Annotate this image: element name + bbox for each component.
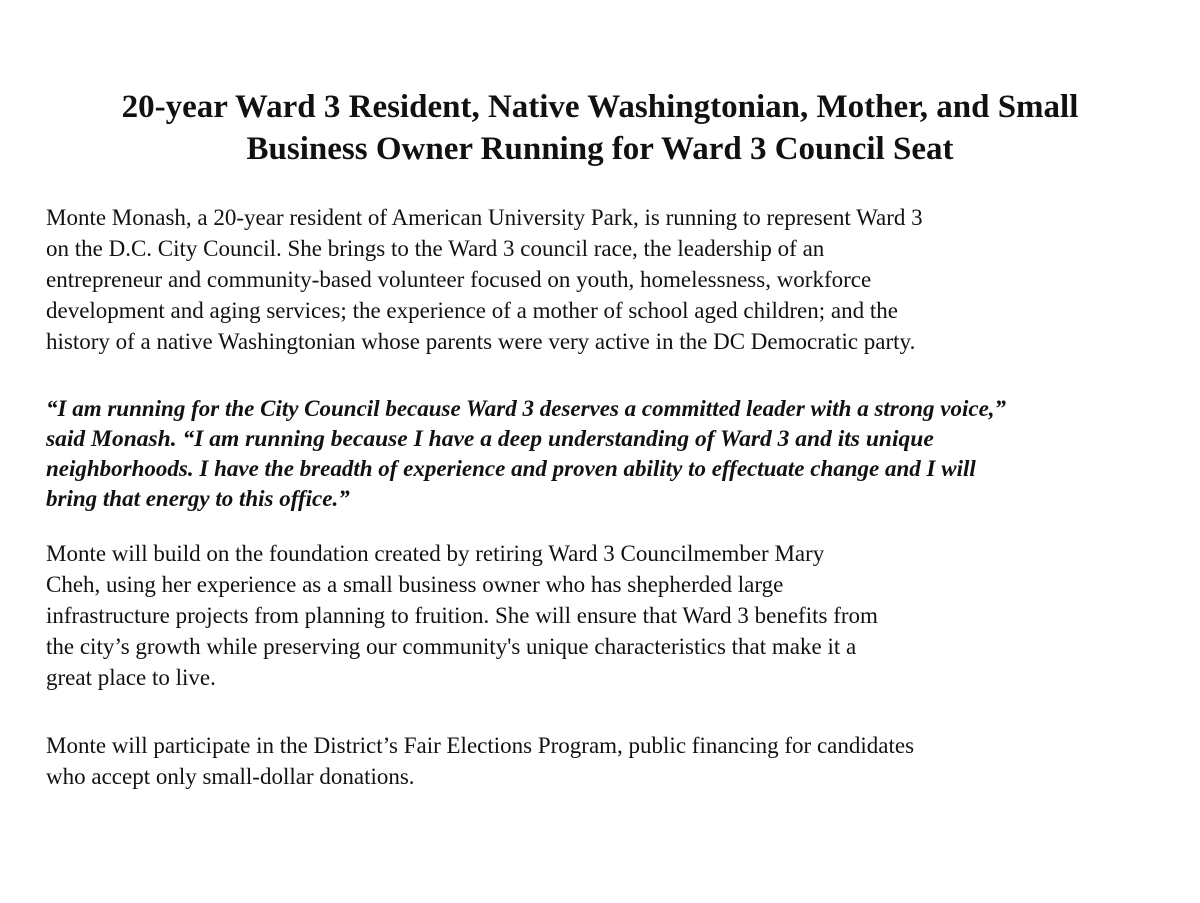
text-line: who accept only small-dollar donations.	[46, 764, 415, 789]
text-line: history of a native Washingtonian whose parents were very active in the DC Democratic party.	[46, 329, 916, 354]
text-line: “I am running for the City Council because Ward 3 deserves a committed leader with a strong voice,”	[46, 396, 1007, 421]
fair-elections-paragraph	[46, 730, 914, 792]
text-line: infrastructure projects from planning to fruition. She will ensure that Ward 3 benefits from	[46, 603, 878, 628]
text-line: Cheh, using her experience as a small business owner who has shepherded large	[46, 572, 784, 597]
text-line: development and aging services; the experience of a mother of school aged children; and the	[46, 298, 898, 323]
text-line: said Monash. “I am running because I have a deep understanding of Ward 3 and its unique	[46, 426, 934, 452]
quote-paragraph	[46, 394, 1006, 514]
headline	[20, 86, 1180, 170]
text-line: Monte will build on the foundation created by retiring Ward 3 Councilmember Mary	[46, 541, 825, 566]
text-line: great place to live.	[46, 665, 216, 690]
text-line: on the D.C. City Council. She brings to the Ward 3 council race, the leadership of an	[46, 236, 825, 261]
text-line: entrepreneur and community-based volunteer focused on youth, homelessness, workforce	[46, 267, 872, 292]
text-line: the city’s growth while preserving our community's unique characteristics that make it a	[46, 634, 857, 659]
text-line: neighborhoods. I have the breadth of experience and proven ability to effectuate change and I will	[46, 456, 976, 481]
foundation-paragraph	[46, 538, 878, 693]
headline-line: Business Owner Running for Ward 3 Council Seat	[246, 131, 954, 167]
text-line: Monte Monash, a 20-year resident of American University Park, is running to represent Ward 3	[46, 205, 923, 230]
text-line: Monte will participate in the District’s Fair Elections Program, public financing for candidates	[46, 733, 915, 758]
text-line: bring that energy to this office.”	[46, 486, 350, 511]
intro-paragraph	[46, 202, 923, 357]
headline-line: 20-year Ward 3 Resident, Native Washingtonian, Mother, and Small	[121, 89, 1079, 125]
